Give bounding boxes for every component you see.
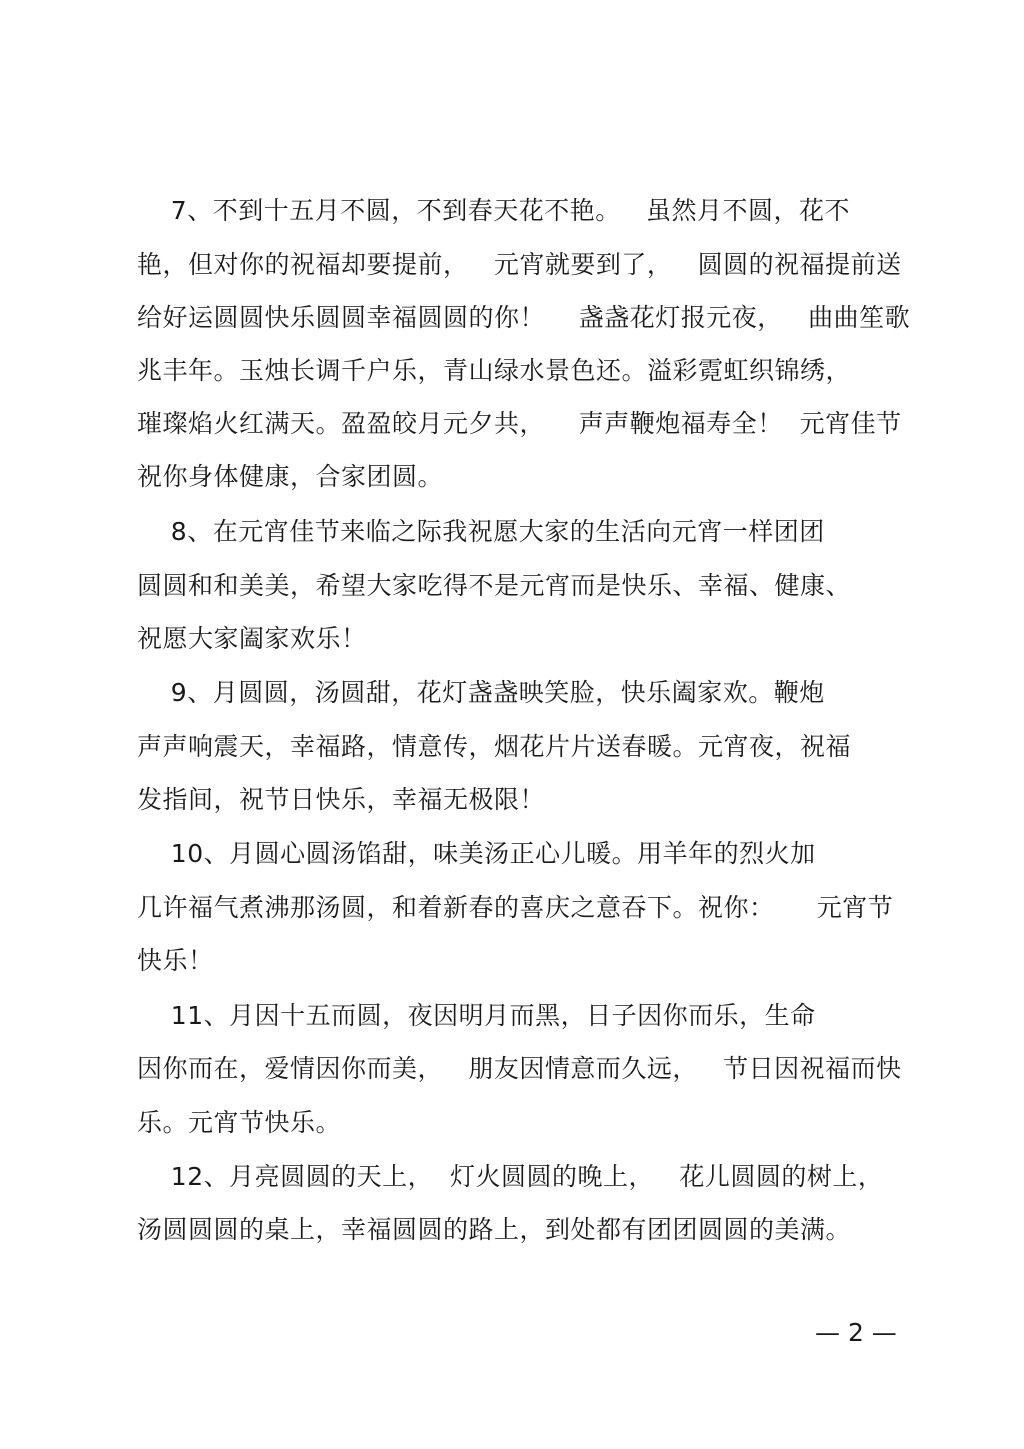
paragraph-9-line-3: 发指间，祝节日快乐，幸福无极限！ <box>137 785 546 814</box>
paragraph-9-line-2: 声声响震天，幸福路，情意传，烟花片片送春暖。元宵夜，祝福 <box>137 732 852 761</box>
paragraph-8-line-1: 8、在元宵佳节来临之际我祝愿大家的生活向元宵一样团团 <box>137 517 825 546</box>
paragraph-11-line-1: 11、月因十五而圆，夜因明月而黑，日子因你而乐，生命 <box>137 1001 816 1030</box>
paragraph-7-line-5: 璀璨焰火红满天。盈盈皎月元夕共， 声声鞭炮福寿全！ 元宵佳节 <box>137 409 902 438</box>
paragraph-10-line-2: 几许福气煮沸那汤圆，和着新春的喜庆之意吞下。祝你： 元宵节 <box>137 893 894 922</box>
paragraph-11-line-2: 因你而在，爱情因你而美， 朋友因情意而久远， 节日因祝福而快 <box>137 1054 902 1083</box>
paragraph-7-line-1: 7、不到十五月不圆，不到春天花不艳。 虽然月不圆，花不 <box>137 196 851 225</box>
paragraph-8-line-3: 祝愿大家阖家欢乐！ <box>137 624 367 653</box>
paragraph-9-line-1: 9、月圆圆，汤圆甜，花灯盏盏映笑脸，快乐阖家欢。鞭炮 <box>137 678 825 707</box>
page-number: — 2 — <box>815 1318 897 1347</box>
paragraph-7-line-6: 祝你身体健康，合家团圆。 <box>137 462 444 491</box>
paragraph-7-line-2: 艳，但对你的祝福却要提前， 元宵就要到了， 圆圆的祝福提前送 <box>137 250 902 279</box>
paragraph-8-line-2: 圆圆和和美美，希望大家吃得不是元宵而是快乐、幸福、健康、 <box>137 571 852 600</box>
paragraph-12-line-1: 12、月亮圆圆的天上， 灯火圆圆的晚上， 花儿圆圆的树上， <box>137 1162 884 1191</box>
paragraph-7-line-4: 兆丰年。玉烛长调千户乐，青山绿水景色还。溢彩霓虹织锦绣， <box>137 356 852 385</box>
paragraph-11-line-3: 乐。元宵节快乐。 <box>137 1108 342 1137</box>
paragraph-10-line-3: 快乐！ <box>137 946 214 975</box>
paragraph-7-line-3: 给好运圆圆快乐圆圆幸福圆圆的你！ 盏盏花灯报元夜， 曲曲笙歌 <box>137 303 911 332</box>
paragraph-12-line-2: 汤圆圆圆的桌上，幸福圆圆的路上，到处都有团团圆圆的美满。 <box>137 1215 852 1244</box>
paragraph-10-line-1: 10、月圆心圆汤馅甜，味美汤正心儿暖。用羊年的烈火加 <box>137 839 816 868</box>
